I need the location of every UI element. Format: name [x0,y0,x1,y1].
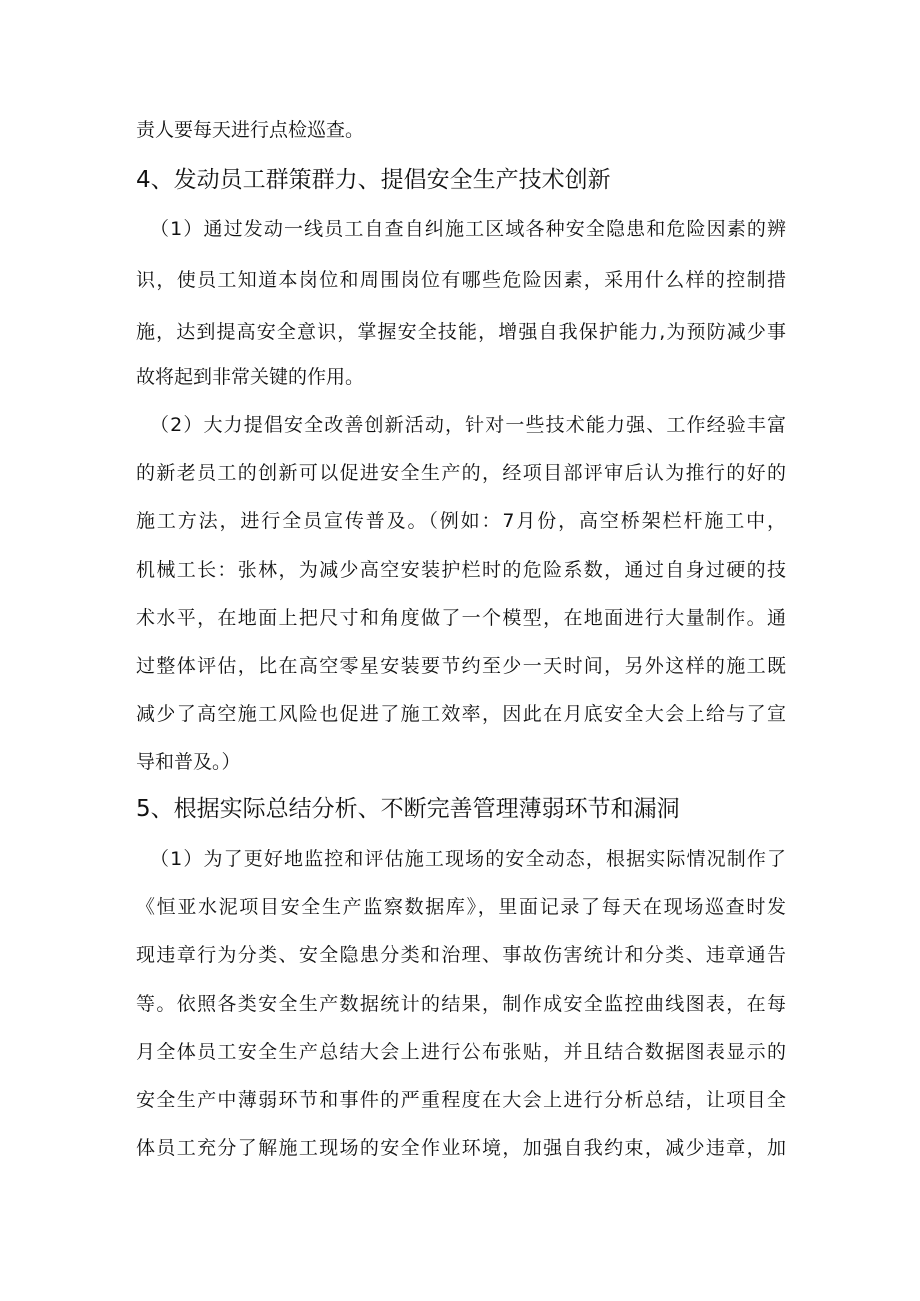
paragraph-line: 故将起到非常关键的作用。 [136,366,365,388]
paragraph-line: 安全生产中薄弱环节和事件的严重程度在大会上进行分析总结，让项目全 [136,1089,786,1111]
paragraph-line: （1）通过发动一线员工自查自纠施工区域各种安全隐患和危险因素的辨 [150,218,786,240]
section-heading-4: 4、发动员工群策群力、提倡安全生产技术创新 [136,167,611,193]
paragraph-line: 责人要每天进行点检巡查。 [136,119,365,141]
paragraph-line: 《恒亚水泥项目安全生产监察数据库》，里面记录了每天在现场巡查时发 [136,896,786,918]
paragraph-line: （1）为了更好地监控和评估施工现场的安全动态，根据实际情况制作了 [150,848,786,870]
paragraph-line: 减少了高空施工风险也促进了施工效率，因此在月底安全大会上给与了宣 [136,703,786,725]
paragraph-line: 导和普及。） [136,751,241,773]
paragraph-line: 的新老员工的创新可以促进安全生产的，经项目部评审后认为推行的好的 [136,462,786,484]
paragraph-line: 月全体员工安全生产总结大会上进行公布张贴，并且结合数据图表显示的 [136,1041,786,1063]
paragraph-line: 机械工长：张林，为减少高空安装护栏时的危险系数，通过自身过硬的技 [136,559,786,581]
paragraph-line: 施工方法，进行全员宣传普及。（例如：7月份，高空桥架栏杆施工中， [136,510,786,532]
paragraph-line: 施，达到提高安全意识，掌握安全技能，增强自我保护能力,为预防减少事 [136,321,786,343]
paragraph-line: 过整体评估，比在高空零星安装要节约至少一天时间，另外这样的施工既 [136,655,786,677]
paragraph-line: 体员工充分了解施工现场的安全作业环境，加强自我约束，减少违章，加 [136,1137,786,1159]
paragraph-line: 现违章行为分类、安全隐患分类和治理、事故伤害统计和分类、违章通告 [136,944,786,966]
paragraph-line: （2）大力提倡安全改善创新活动，针对一些技术能力强、工作经验丰富 [150,414,786,436]
section-heading-5: 5、根据实际总结分析、不断完善管理薄弱环节和漏洞 [136,796,680,822]
paragraph-line: 术水平，在地面上把尺寸和角度做了一个模型，在地面进行大量制作。通 [136,607,786,629]
paragraph-line: 等。依照各类安全生产数据统计的结果，制作成安全监控曲线图表，在每 [136,993,786,1015]
paragraph-line: 识，使员工知道本岗位和周围岗位有哪些危险因素，采用什么样的控制措 [136,269,786,291]
